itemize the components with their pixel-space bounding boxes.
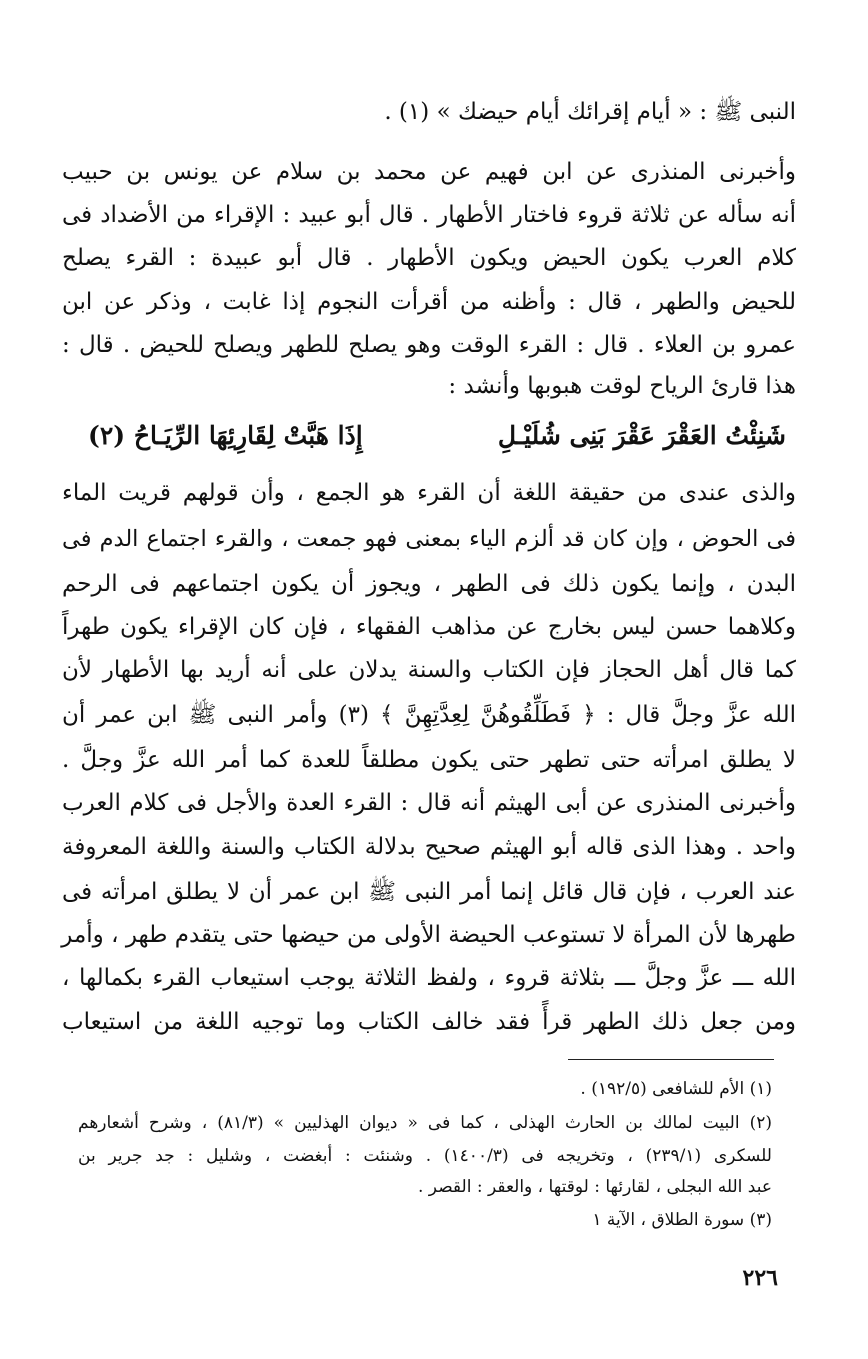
body-line-7: هذا قارئ الرياح لوقت هبوبها وأنشد : [448,373,796,399]
footnote-1: (١) الأم للشافعى (١٩٢/٥) . [580,1079,772,1099]
body-line-6: عمرو بن العلاء . قال : القرء الوقت وهو يصلح للطهر ويصلح للحيض . قال : [62,332,796,358]
body-line-10: البدن ، وإنما يكون ذلك فى الطهر ، ويجوز أن يكون اجتماعهم فى الرحم [62,571,796,597]
body-line-18: طهرها لأن المرأة لا تستوعب الحيضة الأولى من حيضها حتى يتقدم طهر ، وأمر [61,922,796,948]
poetry-verse [88,410,786,460]
body-line-20: ومن جعل ذلك الطهر قرأً فقد خالف الكتاب وما توجيه اللغة من استيعاب [62,1009,796,1035]
body-line-13: الله عزَّ وجلَّ قال : ﴿ فَطَلِّقُوهُنَّ لِعِدَّتِهِنَّ ﴾ (٣) وأمر النبى ﷺ ابن عمر أن [62,702,796,728]
body-line-19: الله ـــ عزَّ وجلَّ ـــ بثلاثة قروء ، ولفظ الثلاثة يوجب استيعاب القرء بكمالها ، [62,965,796,991]
body-line-2: وأخبرنى المنذرى عن ابن فهيم عن محمد بن سلام عن يونس بن حبيب [62,159,796,185]
body-line-15: وأخبرنى المنذرى عن أبى الهيثم أنه قال : القرء العدة والأجل فى كلام العرب [62,790,796,816]
body-line-4: كلام العرب يكون الحيض ويكون الأطهار . قال أبو عبيدة : القرء يصلح [62,245,796,271]
body-line-3: أنه سأله عن ثلاثة قروء فاختار الأطهار . قال أبو عبيد : الإقراء من الأضداد فى [62,202,796,228]
footnote-separator [568,1059,774,1060]
body-line-12: كما قال أهل الحجاز فإن الكتاب والسنة يدلان على أنه أريد بها الأطهار لأن [62,657,796,683]
verse-second-hemistich: إِذَا هَبَّتْ لِقَارِئِهَا الرِّيَـاحُ (٢) [88,420,363,450]
footnote-2-line-1: (٢) البيت لمالك بن الحارث الهذلى ، كما فى « ديوان الهذليين » (٨١/٣) ، وشرح أشعارهم [78,1113,772,1133]
body-line-11: وكلاهما حسن ليس بخارج عن مذاهب الفقهاء ، فإن كان الإقراء يكون طهراً [62,614,796,640]
body-line-8: والذى عندى من حقيقة اللغة أن القرء هو الجمع ، وأن قولهم قريت الماء [62,480,796,506]
footnote-3: (٣) سورة الطلاق ، الآية ١ [592,1210,772,1230]
body-line-5: للحيض والطهر ، قال : وأظنه من أقرأت النجوم إذا غابت ، وذكر عن ابن [62,289,796,315]
body-line-16: واحد . وهذا الذى قاله أبو الهيثم صحيح بدلالة الكتاب والسنة واللغة المعروفة [62,834,796,860]
body-line-1: النبى ﷺ : « أيام إقرائك أيام حيضك » (١) . [384,99,796,125]
footnote-2-line-2: للسكرى (٢٣٩/١) ، وتخريجه فى (١٤٠٠/٣) . وشنئت : أبغضت ، وشليل : جد جرير بن [78,1146,772,1166]
body-line-9: فى الحوض ، وإن كان قد ألزم الياء بمعنى فهو جمعت ، والقرء اجتماع الدم فى [62,526,796,552]
page-number: ٢٢٦ [742,1265,778,1291]
body-line-17: عند العرب ، فإن قال قائل إنما أمر النبى ﷺ ابن عمر أن لا يطلق امرأته فى [62,879,796,905]
footnote-2-line-3: عبد الله البجلى ، لقارئها : لوقتها ، والعقر : القصر . [418,1177,772,1197]
verse-first-hemistich: شَنِئْتُ العَقْرَ عَقْرَ بَنِى شُلَيْـلِ [497,420,786,450]
body-line-14: لا يطلق امرأته حتى تطهر حتى يكون مطلقاً للعدة كما أمر الله عزَّ وجلَّ . [62,747,796,773]
